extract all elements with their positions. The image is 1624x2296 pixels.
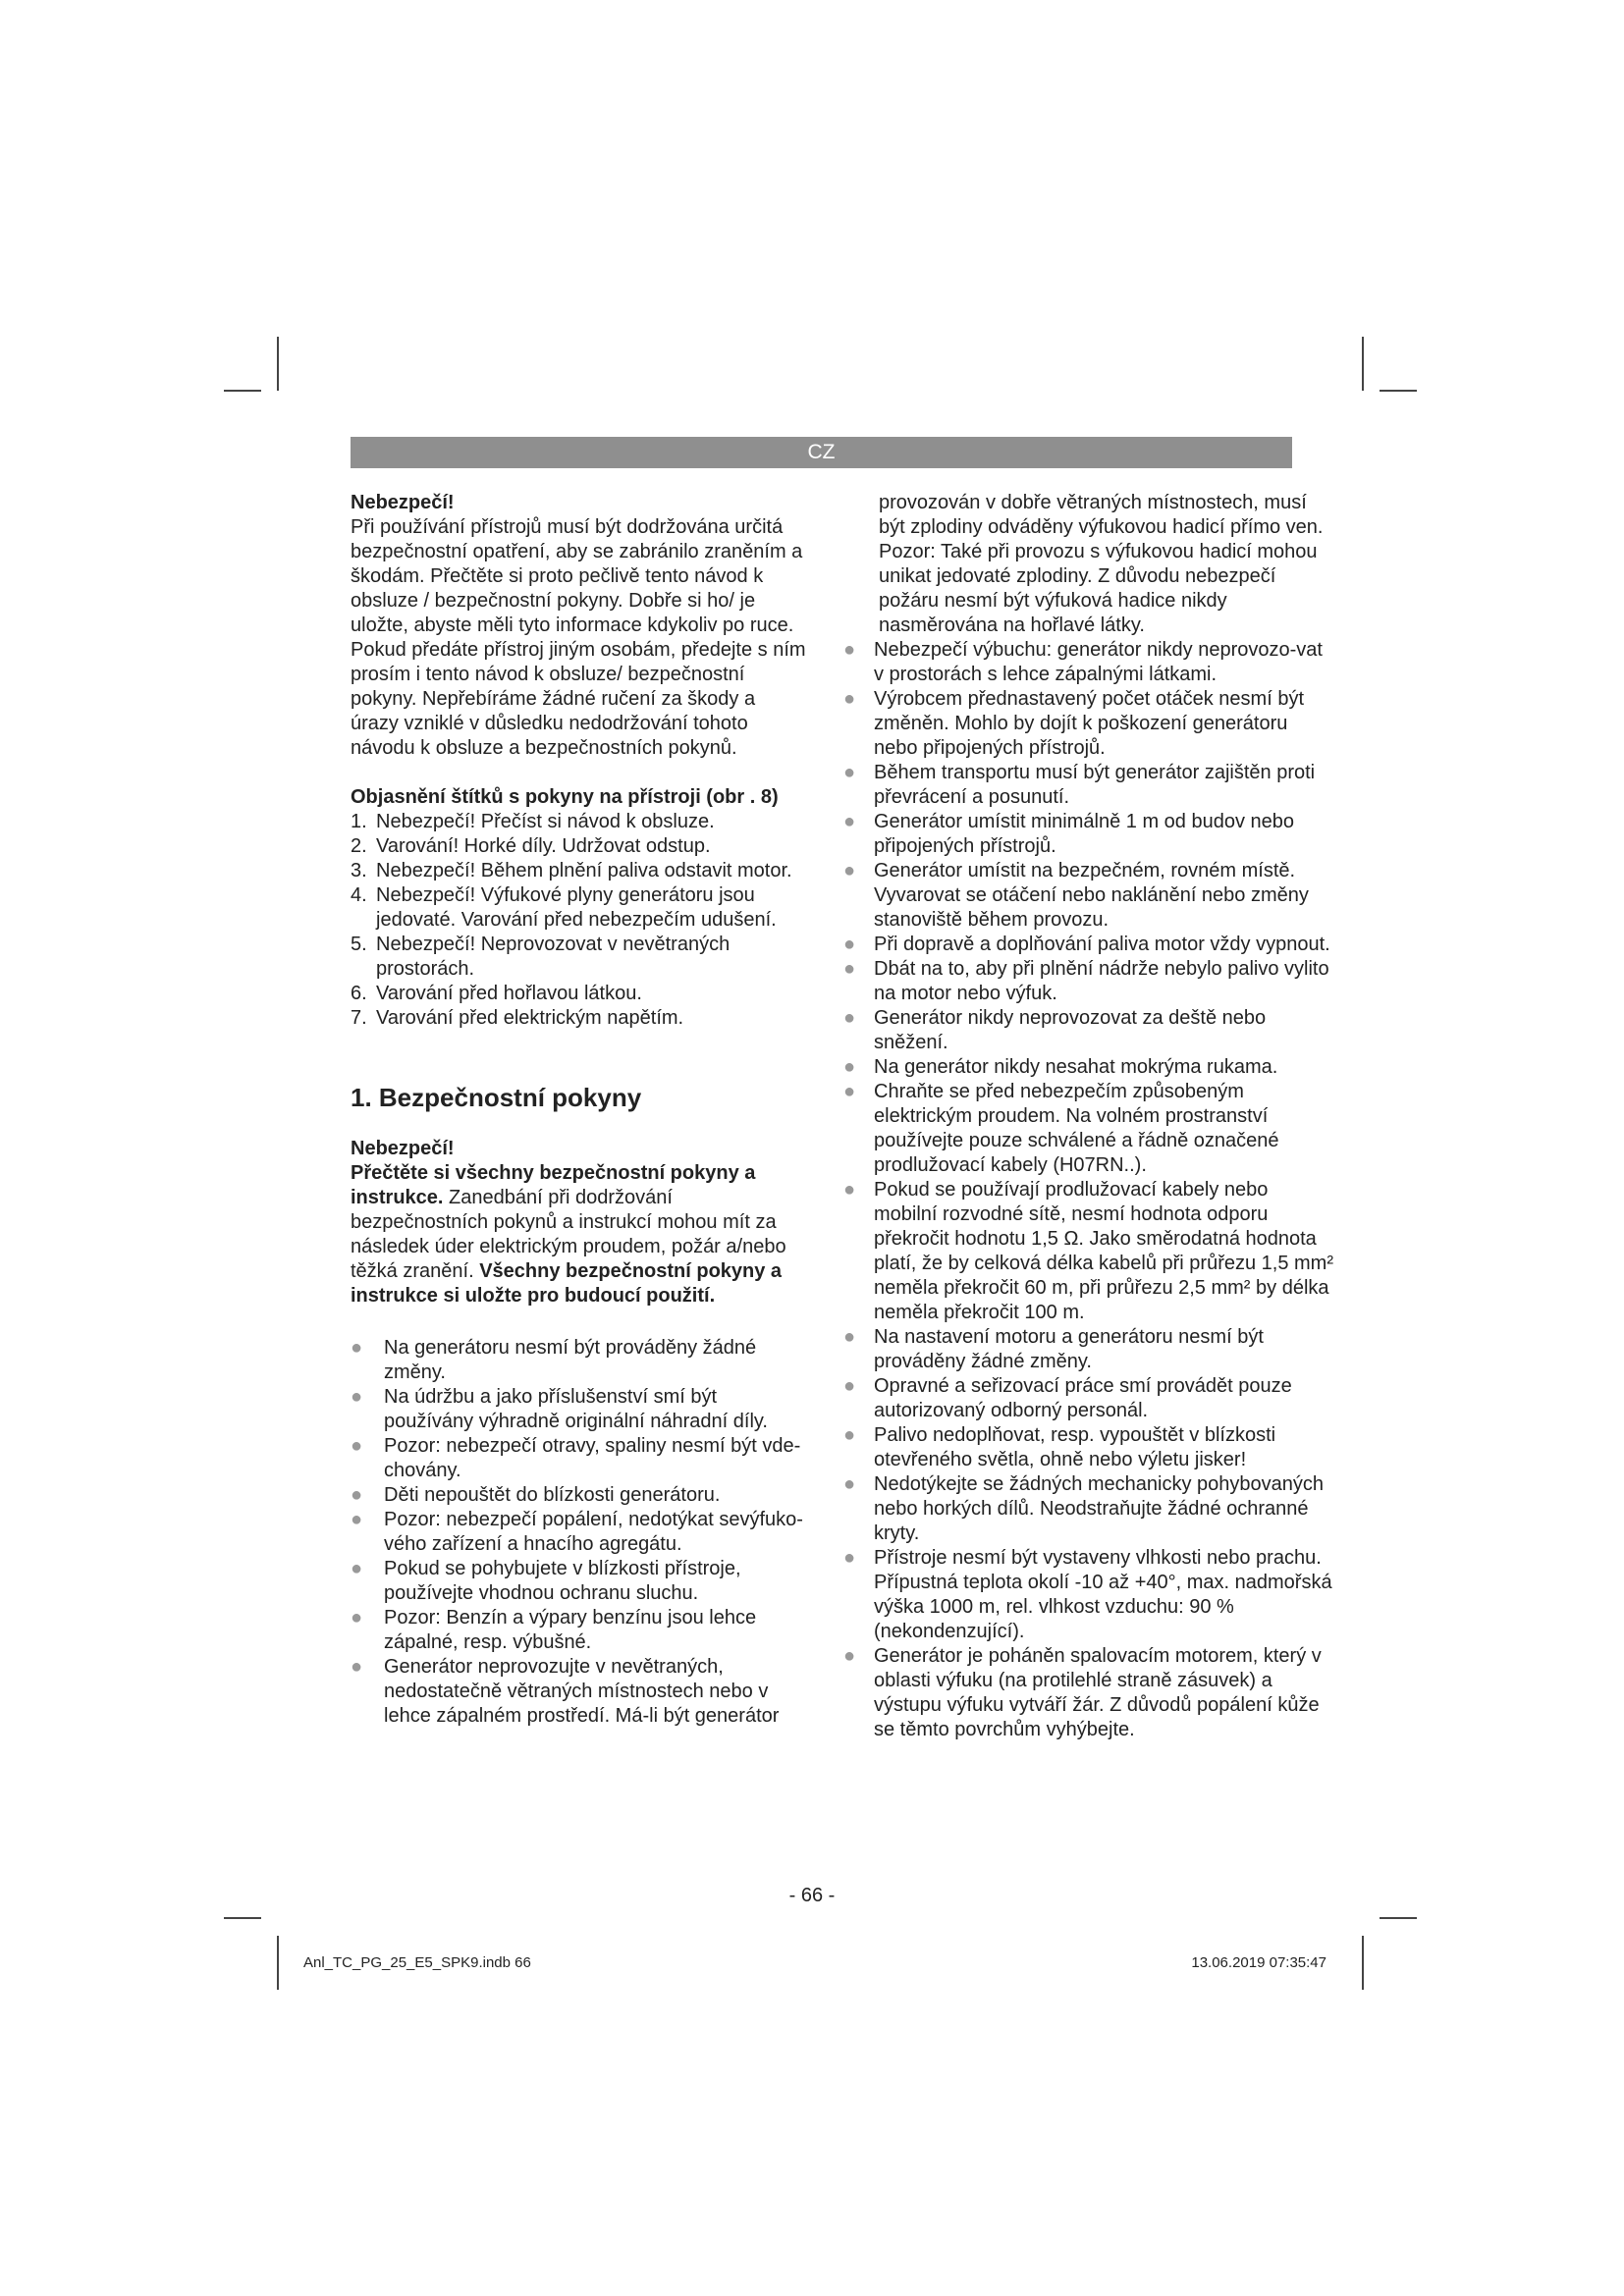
list-item: ● Pokud se pohybujete v blízkosti přístroje, používejte vhodnou ochranu sluchu.: [351, 1558, 741, 1604]
bullet-icon: ●: [351, 1337, 363, 1359]
bullet-icon: ●: [351, 1607, 363, 1629]
list-item: 1. Nebezpečí! Přečíst si návod k obsluze.: [351, 811, 715, 832]
bullet-icon: ●: [843, 811, 856, 832]
bullet-icon: ●: [351, 1656, 363, 1678]
list-item: 6. Varování před hořlavou látkou.: [351, 983, 642, 1004]
print-datetime: 13.06.2019 07:35:47: [1191, 1954, 1326, 1971]
bullet-icon: ●: [843, 860, 856, 881]
safety-bullets-right: [843, 638, 1335, 1742]
bullet-icon: ●: [351, 1509, 363, 1530]
labels-list: [351, 810, 807, 1031]
list-item: ● Generátor je poháněn spalovacím motorem, který v oblasti výfuku (na protilehlé straně zásuvek) a výstupu výfuku vytváří žár. Z důvodů popálení kůže se těmto povrchům vyhýbejte.: [843, 1645, 1322, 1740]
intro-paragraph: Při používání přístrojů musí být dodržována určitá bezpečnostní opatření, aby se zabránilo zraněním a škodám. Přečtěte si proto pečlivě tento návod k obsluze / bezpečnostní pokyny. Dobře si ho/ je uložte, abyste měli tyto informace kdykoliv po ruce. Pokud předáte přístroj jiným osobám, předejte s ním prosím i tento návod k obsluze/ bezpečnostní pokyny. Nepřebíráme žádné ručení za škody a úrazy vzniklé v důsledku nedodržování tohoto návodu k obsluze a bezpečnostních pokynů.: [351, 516, 806, 759]
danger-heading-2: Nebezpečí!: [351, 1138, 455, 1159]
language-header-bar: [351, 437, 1292, 468]
left-column: [351, 491, 807, 1729]
list-item: ● Nedotýkejte se žádných mechanicky pohybovaných nebo horkých dílů. Neodstraňujte žádné ochranné kryty.: [843, 1473, 1325, 1544]
safety-bullets-left: [351, 1336, 807, 1729]
section-title: 1. Bezpečnostní pokyny: [351, 1083, 642, 1112]
list-item: ● Generátor umístit na bezpečném, rovném místě. Vyvarovat se otáčení nebo naklánění nebo změny stanoviště během provozu.: [843, 860, 1309, 931]
warning-paragraph: Přečtěte si všechny bezpečnostní pokyny a instrukce. Zanedbání při dodržování bezpečnostních pokynů a instrukcí mohou mít za následek úder elektrickým proudem, požár a/nebo těžká zranění. Všechny bezpečnostní pokyny a instrukce si uložte pro budoucí použití.: [351, 1162, 786, 1307]
list-item: ● Při dopravě a doplňování paliva motor vždy vypnout.: [843, 934, 1330, 955]
crop-mark: [277, 1936, 279, 1990]
list-item: ● Opravné a seřizovací práce smí provádět pouze autorizovaný odborný personál.: [843, 1375, 1292, 1421]
list-item: ● Generátor nikdy neprovozovat za deště nebo sněžení.: [843, 1007, 1267, 1053]
list-item: ● Přístroje nesmí být vystaveny vlhkosti nebo prachu. Přípustná teplota okolí -10 až +40°, max. nadmořská výška 1000 m, rel. vlhkost vzduchu: 90 % (nekondenzující).: [843, 1547, 1332, 1642]
bullet-icon: ●: [843, 688, 856, 710]
crop-mark: [1380, 390, 1417, 392]
file-info: Anl_TC_PG_25_E5_SPK9.indb 66: [303, 1954, 531, 1971]
list-item: 3. Nebezpečí! Během plnění paliva odstavit motor.: [351, 860, 792, 881]
list-item: ● Na údržbu a jako příslušenství smí být používány výhradně originální náhradní díly.: [351, 1386, 768, 1432]
bullet-icon: ●: [843, 639, 856, 661]
list-item: ● Chraňte se před nebezpečím způsobeným elektrickým proudem. Na volném prostranství používejte pouze schválené a řádně označené prodlužovací kabely (H07RN..).: [843, 1081, 1279, 1176]
bullet-icon: ●: [351, 1386, 363, 1408]
list-item: ● Generátor umístit minimálně 1 m od budov nebo připojených přístrojů.: [843, 811, 1294, 857]
list-item: ● Pozor: nebezpečí popálení, nedotýkat sevýfuko-vého zařízení a hnacího agregátu.: [351, 1509, 803, 1555]
list-item: ● Děti nepouštět do blízkosti generátoru.: [351, 1484, 721, 1506]
crop-mark: [224, 390, 261, 392]
bullet-icon: ●: [843, 1007, 856, 1029]
bullet-icon: ●: [843, 1547, 856, 1569]
bullet-icon: ●: [351, 1558, 363, 1579]
crop-mark: [1362, 1936, 1364, 1990]
list-item: ● Na generátoru nesmí být prováděny žádné změny.: [351, 1337, 757, 1383]
bullet-icon: ●: [843, 1473, 856, 1495]
bullet-icon: ●: [843, 958, 856, 980]
list-item: 4. Nebezpečí! Výfukové plyny generátoru jsou jedovaté. Varování před nebezpečím udušení.: [351, 884, 777, 931]
danger-heading: Nebezpečí!: [351, 492, 455, 513]
labels-heading: Objasnění štítků s pokyny na přístroji (obr . 8): [351, 786, 779, 808]
bullet-icon: ●: [843, 1179, 856, 1201]
list-item: ● Na nastavení motoru a generátoru nesmí být prováděny žádné změny.: [843, 1326, 1264, 1372]
bullet-icon: ●: [843, 1375, 856, 1397]
bullet-icon: ●: [843, 1081, 856, 1102]
list-item: 5. Nebezpečí! Neprovozovat v nevětraných prostorách.: [351, 934, 731, 980]
list-item: ● Pozor: Benzín a výpary benzínu jsou lehce zápalné, resp. výbušné.: [351, 1607, 757, 1653]
language-code: CZ: [807, 441, 836, 463]
bullet-icon: ●: [843, 1424, 856, 1446]
bullet-icon: ●: [351, 1484, 363, 1506]
list-item: ● Palivo nedoplňovat, resp. vypouštět v blízkosti otevřeného světla, ohně nebo výletu jisker!: [843, 1424, 1276, 1470]
bullet-icon: ●: [843, 762, 856, 783]
list-item: ● Generátor neprovozujte v nevětraných, nedostatečně větraných místnostech nebo v lehce zápalném prostředí. Má-li být generátor: [351, 1656, 780, 1727]
list-item: ● Pozor: nebezpečí otravy, spaliny nesmí být vde-chovány.: [351, 1435, 801, 1481]
crop-mark: [224, 1917, 261, 1919]
page-number: - 66 -: [788, 1885, 836, 1906]
bullet-icon: ●: [843, 1056, 856, 1078]
bullet-icon: ●: [843, 934, 856, 955]
bullet-icon: ●: [843, 1645, 856, 1667]
list-item: ● Během transportu musí být generátor zajištěn proti převrácení a posunutí.: [843, 762, 1316, 808]
list-item: ● Výrobcem přednastavený počet otáček nesmí být změněn. Mohlo by dojít k poškození generátoru nebo připojených přístrojů.: [843, 688, 1305, 759]
list-item: 7. Varování před elektrickým napětím.: [351, 1007, 684, 1029]
list-item: ● Dbát na to, aby při plnění nádrže nebylo palivo vylito na motor nebo výfuk.: [843, 958, 1329, 1004]
list-item: 2. Varování! Horké díly. Udržovat odstup.: [351, 835, 711, 857]
list-item: ● Pokud se používají prodlužovací kabely nebo mobilní rozvodné sítě, nesmí hodnota odporu překročit hodnotu 1,5 Ω. Jako směrodatná hodnota platí, že by celková délka kabelů při průřezu 1,5 mm² neměla překročit 60 m, při průřezu 2,5 mm² by délka neměla překročit 100 m.: [843, 1179, 1333, 1323]
bullet-icon: ●: [351, 1435, 363, 1457]
list-item: ● Nebezpečí výbuchu: generátor nikdy neprovozo-vat v prostorách s lehce zápalnými látkami.: [843, 639, 1323, 685]
crop-mark: [1380, 1917, 1417, 1919]
list-item: ● Na generátor nikdy nesahat mokrýma rukama.: [843, 1056, 1278, 1078]
bullet-icon: ●: [843, 1326, 856, 1348]
crop-mark: [1362, 337, 1364, 391]
crop-mark: [277, 337, 279, 391]
right-column: [843, 491, 1335, 1742]
continuation-paragraph: provozován v dobře větraných místnostech, musí být zplodiny odváděny výfukovou hadicí přímo ven. Pozor: Také při provozu s výfukovou hadicí mohou unikat jedovaté zplodiny. Z důvodu nebezpečí požáru nesmí být výfuková hadice nikdy nasměrována na hořlavé látky.: [879, 492, 1324, 636]
